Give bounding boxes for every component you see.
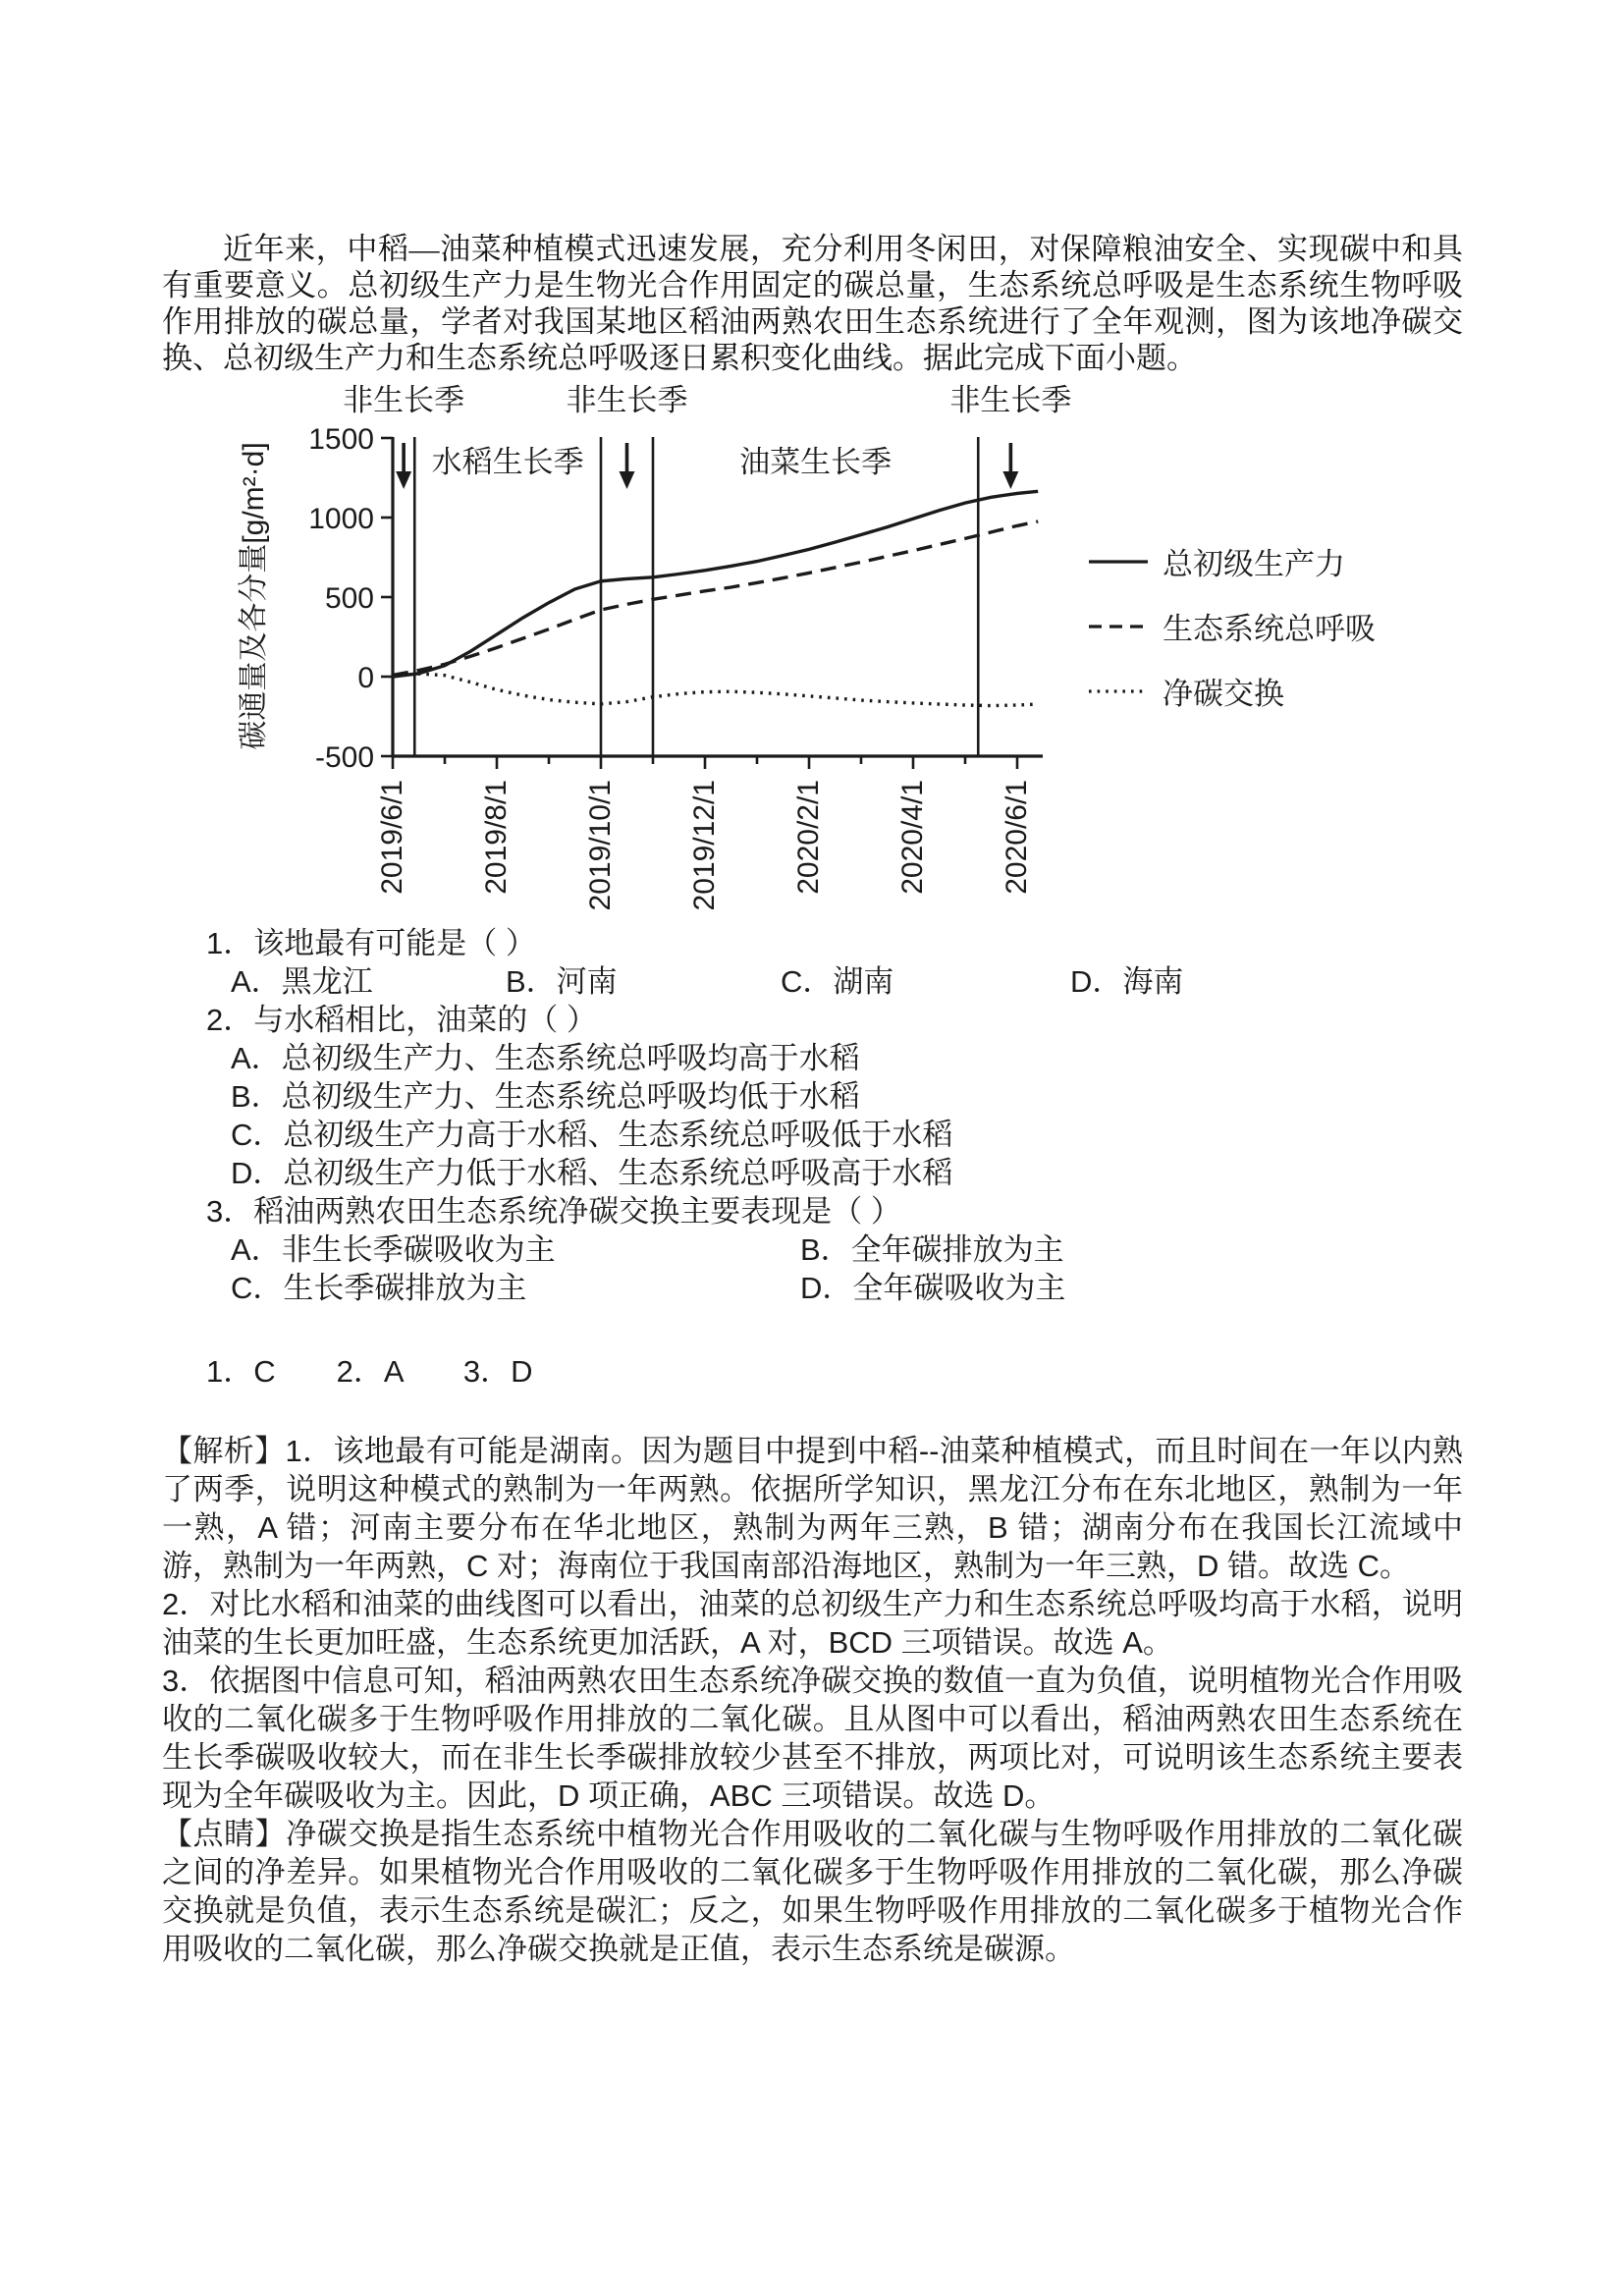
legend-label: 生态系统总呼吸 bbox=[1163, 612, 1376, 646]
season-label-non-growing: 非生长季 bbox=[949, 383, 1072, 417]
x-tick-label: 2019/6/1 bbox=[376, 780, 408, 895]
legend-label: 净碳交换 bbox=[1163, 677, 1284, 711]
question-1 bbox=[162, 924, 1463, 1001]
intro-paragraph: 近年来，中稻—油菜种植模式迅速发展，充分利用冬闲田，对保障粮油安全、实现碳中和具有重要意义。总初级生产力是生物光合作用固定的碳总量，生态系统总呼吸是生态系统生物呼吸作用排放的碳总量，学者对我国某地区稻油两熟农田生态系统进行了全年观测，图为该地净碳交换、总初级生产力和生态系统总呼吸逐日累积变化曲线。据此完成下面小题。 bbox=[162, 232, 1463, 375]
question-2-stem: 2．与水稻相比，油菜的（ ） bbox=[206, 1003, 597, 1037]
option-2a: A．总初级生产力、生态系统总呼吸均高于水稻 bbox=[231, 1041, 860, 1075]
y-tick-label: 1500 bbox=[308, 423, 374, 456]
option-1a: A．黑龙江 bbox=[231, 964, 373, 999]
x-tick-label: 2020/2/1 bbox=[792, 780, 825, 895]
season-label-non-growing: 非生长季 bbox=[343, 383, 465, 417]
explanation-paragraph-1: 【解析】1．该地最有可能是湖南。因为题目中提到中稻--油菜种植模式，而且时间在一年以内熟了两季，说明这种模式的熟制为一年两熟。依据所学知识，黑龙江分布在东北地区，熟制为一年一熟，A 错；河南主要分布在华北地区，熟制为两年三熟，B 错；湖南分布在我国长江流域中游，熟制为一年两熟，C 对；海南位于我国南部沿海地区，熟制为一年三熟，D 错。故选 C。 bbox=[162, 1434, 1463, 1583]
x-tick-label: 2019/12/1 bbox=[688, 780, 721, 911]
down-arrow-icon bbox=[1002, 471, 1018, 489]
dashed-line-icon bbox=[1087, 622, 1150, 631]
option-2b: B．总初级生产力、生态系统总呼吸均低于水稻 bbox=[231, 1079, 860, 1114]
chart-legend bbox=[1087, 539, 1376, 713]
down-arrow-icon bbox=[396, 471, 411, 489]
question-3-stem: 3．稻油两熟农田生态系统净碳交换主要表现是（ ） bbox=[206, 1194, 901, 1229]
solid-line-icon bbox=[1087, 557, 1150, 567]
legend-item-gpp bbox=[1087, 539, 1376, 583]
season-label-growing: 油菜生长季 bbox=[739, 445, 893, 479]
down-arrow-icon bbox=[620, 471, 635, 489]
questions-section bbox=[162, 924, 1463, 1307]
question-1-options bbox=[162, 962, 1463, 1001]
x-tick-label: 2020/4/1 bbox=[896, 780, 929, 895]
y-tick-label: 1000 bbox=[308, 503, 374, 535]
answer-key-line: 1．C 2．A 3．D bbox=[206, 1354, 533, 1389]
explanation-paragraph-4: 【点睛】净碳交换是指生态系统中植物光合作用吸收的二氧化碳与生物呼吸作用排放的二氧化碳之间的净差异。如果植物光合作用吸收的二氧化碳多于生物呼吸作用排放的二氧化碳，那么净碳交换就是负值，表示生态系统是碳汇；反之，如果生物呼吸作用排放的二氧化碳多于植物光合作用吸收的二氧化碳，那么净碳交换就是正值，表示生态系统是碳源。 bbox=[162, 1817, 1463, 1966]
x-tick-label: 2019/10/1 bbox=[584, 780, 617, 911]
explanation-paragraph-2: 2．对比水稻和油菜的曲线图可以看出，油菜的总初级生产力和生态系统总呼吸均高于水稻，说明油菜的生长更加旺盛，生态系统更加活跃，A 对，BCD 三项错误。故选 A。 bbox=[162, 1587, 1463, 1660]
option-3b: B．全年碳排放为主 bbox=[800, 1232, 1064, 1267]
legend-label: 总初级生产力 bbox=[1163, 547, 1345, 581]
option-2c: C．总初级生产力高于水稻、生态系统总呼吸低于水稻 bbox=[231, 1118, 953, 1152]
legend-item-nee bbox=[1087, 669, 1376, 713]
y-tick-label: -500 bbox=[314, 741, 374, 774]
season-label-non-growing: 非生长季 bbox=[566, 383, 688, 417]
series-line-dashed bbox=[393, 521, 1038, 675]
explanation-section bbox=[162, 1432, 1463, 1968]
question-3-options-row-2 bbox=[162, 1269, 1463, 1307]
x-tick-label: 2020/6/1 bbox=[1001, 780, 1033, 895]
chart bbox=[162, 378, 1376, 916]
chart-plot-area bbox=[308, 383, 1071, 910]
question-3-options-row-1 bbox=[162, 1230, 1463, 1269]
question-1-stem: 1．该地最有可能是（ ） bbox=[206, 926, 536, 960]
option-3d: D．全年碳吸收为主 bbox=[800, 1271, 1066, 1305]
option-3c: C．生长季碳排放为主 bbox=[231, 1271, 527, 1305]
option-3a: A．非生长季碳吸收为主 bbox=[231, 1232, 556, 1267]
option-2d: D．总初级生产力低于水稻、生态系统总呼吸高于水稻 bbox=[231, 1156, 953, 1190]
season-label-growing: 水稻生长季 bbox=[431, 445, 584, 479]
legend-item-respiration bbox=[1087, 604, 1376, 648]
question-2 bbox=[162, 1001, 1463, 1192]
y-tick-label: 500 bbox=[324, 582, 374, 615]
question-3 bbox=[162, 1192, 1463, 1307]
option-1b: B．河南 bbox=[506, 964, 618, 999]
dotted-line-icon bbox=[1087, 686, 1150, 696]
y-tick-label: 0 bbox=[357, 662, 374, 694]
option-1d: D．海南 bbox=[1070, 964, 1184, 999]
option-1c: C．湖南 bbox=[781, 964, 894, 999]
series-line-dotted bbox=[393, 674, 1038, 706]
y-axis-label: 碳通量及各分量[g/m²·d] bbox=[238, 442, 270, 750]
explanation-paragraph-3: 3．依据图中信息可知，稻油两熟农田生态系统净碳交换的数值一直为负值，说明植物光合作用吸收的二氧化碳多于生物呼吸作用排放的二氧化碳。且从图中可以看出，稻油两熟农田生态系统在生长季碳吸收较大，而在非生长季碳排放较少甚至不排放，两项比对，可说明该生态系统主要表现为全年碳吸收为主。因此，D 项正确，ABC 三项错误。故选 D。 bbox=[162, 1664, 1463, 1813]
x-tick-label: 2019/8/1 bbox=[480, 780, 513, 895]
